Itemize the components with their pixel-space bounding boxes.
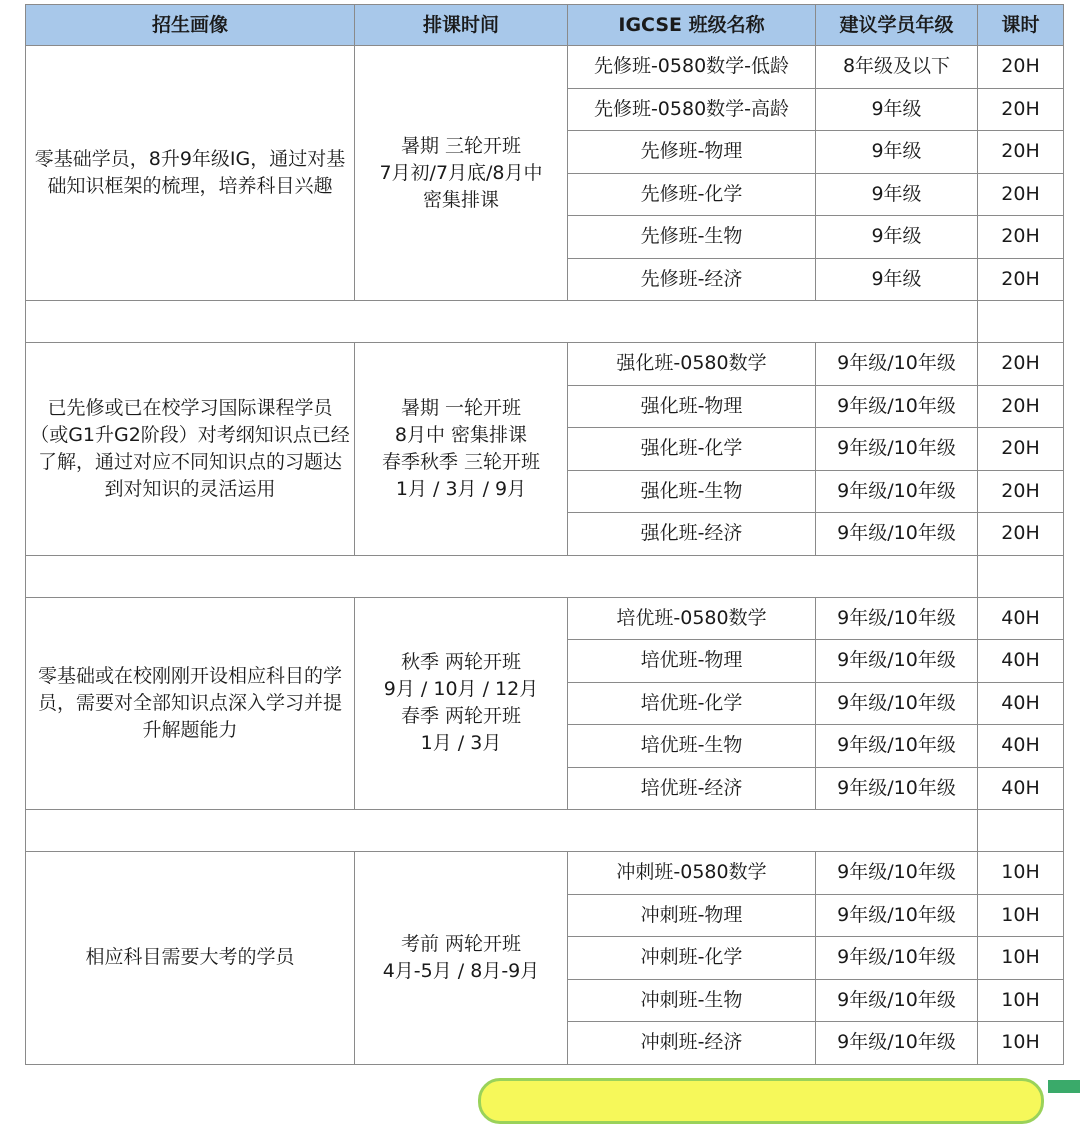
grade-cell: 9年级/10年级 <box>816 682 978 725</box>
schedule-cell: 秋季 两轮开班 9月 / 10月 / 12月 春季 两轮开班 1月 / 3月 <box>355 597 568 810</box>
table-row <box>26 46 1064 89</box>
hours-cell: 40H <box>978 597 1064 640</box>
class-name-cell: 先修班-0580数学-低龄 <box>568 46 816 89</box>
grade-cell: 9年级 <box>816 88 978 131</box>
table-row <box>26 852 1064 895</box>
spacer-cell <box>26 810 978 852</box>
header-profile: 招生画像 <box>26 5 355 46</box>
class-name-cell: 强化班-化学 <box>568 428 816 471</box>
green-corner <box>1048 1080 1080 1093</box>
class-name-cell: 培优班-0580数学 <box>568 597 816 640</box>
spacer-row <box>26 555 1064 597</box>
spacer-cell <box>26 301 978 343</box>
class-name-cell: 冲刺班-0580数学 <box>568 852 816 895</box>
class-name-cell: 先修班-化学 <box>568 173 816 216</box>
header-hours: 课时 <box>978 5 1064 46</box>
hours-cell: 20H <box>978 385 1064 428</box>
spacer-cell <box>26 555 978 597</box>
hours-cell: 10H <box>978 852 1064 895</box>
grade-cell: 9年级/10年级 <box>816 937 978 980</box>
hours-cell: 40H <box>978 682 1064 725</box>
table-row <box>26 343 1064 386</box>
table-row <box>26 597 1064 640</box>
header-class-name: IGCSE 班级名称 <box>568 5 816 46</box>
grade-cell: 9年级/10年级 <box>816 979 978 1022</box>
header-schedule: 排课时间 <box>355 5 568 46</box>
profile-cell: 零基础学员，8升9年级IG，通过对基础知识框架的梳理，培养科目兴趣 <box>26 46 355 301</box>
schedule-cell: 考前 两轮开班 4月-5月 / 8月-9月 <box>355 852 568 1065</box>
grade-cell: 9年级 <box>816 216 978 259</box>
hours-cell: 40H <box>978 725 1064 768</box>
header-grade: 建议学员年级 <box>816 5 978 46</box>
grade-cell: 9年级/10年级 <box>816 640 978 683</box>
schedule-cell: 暑期 一轮开班 8月中 密集排课 春季秋季 三轮开班 1月 / 3月 / 9月 <box>355 343 568 556</box>
spacer-cell <box>978 301 1064 343</box>
spacer-row <box>26 810 1064 852</box>
grade-cell: 9年级/10年级 <box>816 513 978 556</box>
hours-cell: 20H <box>978 470 1064 513</box>
class-name-cell: 先修班-生物 <box>568 216 816 259</box>
class-name-cell: 强化班-物理 <box>568 385 816 428</box>
hours-cell: 20H <box>978 216 1064 259</box>
class-name-cell: 培优班-物理 <box>568 640 816 683</box>
grade-cell: 9年级/10年级 <box>816 343 978 386</box>
chat-bubble <box>478 1078 1044 1124</box>
course-table <box>25 4 1064 1065</box>
hours-cell: 10H <box>978 979 1064 1022</box>
hours-cell: 20H <box>978 258 1064 301</box>
hours-cell: 10H <box>978 937 1064 980</box>
hours-cell: 20H <box>978 131 1064 174</box>
grade-cell: 9年级/10年级 <box>816 385 978 428</box>
profile-cell: 相应科目需要大考的学员 <box>26 852 355 1065</box>
class-name-cell: 先修班-经济 <box>568 258 816 301</box>
spacer-cell <box>978 555 1064 597</box>
class-name-cell: 冲刺班-物理 <box>568 894 816 937</box>
grade-cell: 9年级/10年级 <box>816 1022 978 1065</box>
grade-cell: 9年级/10年级 <box>816 597 978 640</box>
hours-cell: 10H <box>978 894 1064 937</box>
grade-cell: 9年级/10年级 <box>816 470 978 513</box>
grade-cell: 9年级 <box>816 131 978 174</box>
grade-cell: 9年级/10年级 <box>816 852 978 895</box>
header-row <box>26 5 1064 46</box>
class-name-cell: 冲刺班-经济 <box>568 1022 816 1065</box>
class-name-cell: 强化班-经济 <box>568 513 816 556</box>
class-name-cell: 强化班-0580数学 <box>568 343 816 386</box>
spacer-cell <box>978 810 1064 852</box>
class-name-cell: 培优班-生物 <box>568 725 816 768</box>
grade-cell: 9年级 <box>816 173 978 216</box>
hours-cell: 20H <box>978 88 1064 131</box>
grade-cell: 9年级/10年级 <box>816 428 978 471</box>
class-name-cell: 培优班-化学 <box>568 682 816 725</box>
hours-cell: 20H <box>978 173 1064 216</box>
class-name-cell: 强化班-生物 <box>568 470 816 513</box>
class-name-cell: 先修班-物理 <box>568 131 816 174</box>
grade-cell: 9年级/10年级 <box>816 767 978 810</box>
grade-cell: 8年级及以下 <box>816 46 978 89</box>
hours-cell: 20H <box>978 513 1064 556</box>
hours-cell: 20H <box>978 428 1064 471</box>
hours-cell: 20H <box>978 343 1064 386</box>
hours-cell: 40H <box>978 640 1064 683</box>
profile-cell: 零基础或在校刚刚开设相应科目的学员，需要对全部知识点深入学习并提升解题能力 <box>26 597 355 810</box>
class-name-cell: 冲刺班-生物 <box>568 979 816 1022</box>
spacer-row <box>26 301 1064 343</box>
grade-cell: 9年级/10年级 <box>816 894 978 937</box>
profile-cell: 已先修或已在校学习国际课程学员（或G1升G2阶段）对考纲知识点已经了解，通过对应不同知识点的习题达到对知识的灵活运用 <box>26 343 355 556</box>
class-name-cell: 培优班-经济 <box>568 767 816 810</box>
class-name-cell: 先修班-0580数学-高龄 <box>568 88 816 131</box>
class-name-cell: 冲刺班-化学 <box>568 937 816 980</box>
grade-cell: 9年级 <box>816 258 978 301</box>
hours-cell: 10H <box>978 1022 1064 1065</box>
hours-cell: 20H <box>978 46 1064 89</box>
schedule-cell: 暑期 三轮开班 7月初/7月底/8月中 密集排课 <box>355 46 568 301</box>
hours-cell: 40H <box>978 767 1064 810</box>
grade-cell: 9年级/10年级 <box>816 725 978 768</box>
